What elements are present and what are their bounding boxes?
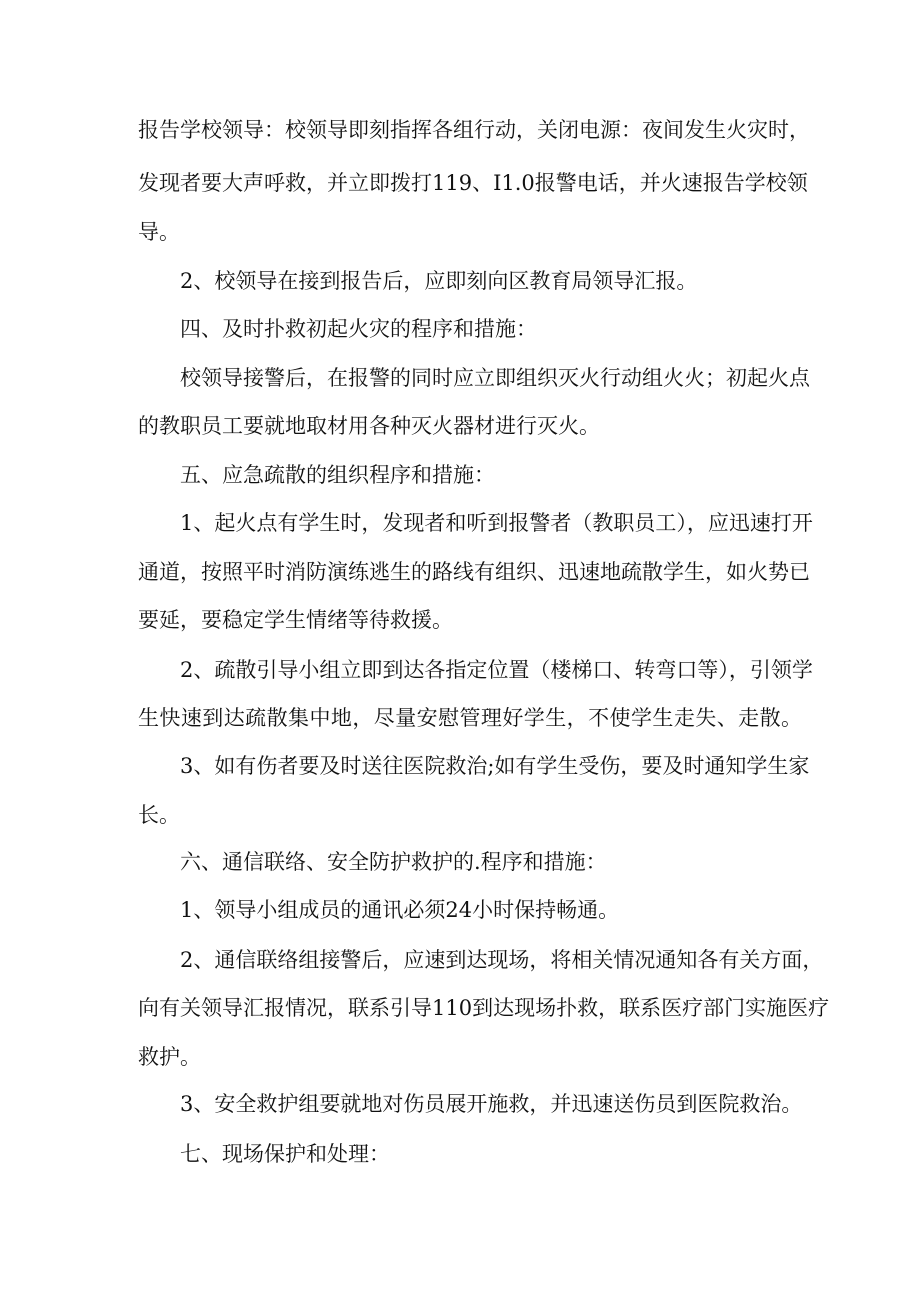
text-line: 长。 [138,803,180,827]
text-line: 2、校领导在接到报告后，应即刻向区教育局领导汇报。 [180,269,698,293]
text-line: 救护。 [138,1045,201,1069]
text-line: 2、通信联络组接警后，应速到达现场，将相关情况通知各有关方面， [180,948,824,972]
text-line: 五、应急疏散的组织程序和措施： [180,463,495,487]
text-line: 生快速到达疏散集中地，尽量安慰管理好学生，不使学生走失、走散。 [138,706,802,730]
text-line: 六、通信联络、安全防护救护的.程序和措施： [180,850,607,874]
text-line: 要延，要稳定学生情绪等待救援。 [138,608,453,632]
text-line: 向有关领导汇报情况，联系引导110到达现场扑救，联系医疗部门实施医疗 [138,996,830,1020]
text-line: 的教职员工要就地取材用各种灭火器材进行灭火。 [138,414,600,438]
text-line: 2、疏散引导小组立即到达各指定位置（楼梯口、转弯口等），引领学 [180,658,813,682]
text-line: 通道，按照平时消防演练逃生的路线有组织、迅速地疏散学生，如火势已 [138,560,810,584]
text-line: 校领导接警后，在报警的同时应立即组织灭火行动组火火；初起火点 [180,366,810,390]
text-line: 报告学校领导：校领导即刻指挥各组行动，关闭电源：夜间发生火灾时， [138,118,810,142]
text-line: 七、现场保护和处理： [180,1142,390,1166]
text-line: 1、领导小组成员的通讯必须24小时保持畅通。 [180,898,620,922]
text-line: 3、安全救护组要就地对伤员展开施救，并迅速送伤员到医院救治。 [180,1092,803,1116]
text-line: 3、如有伤者要及时送往医院救治;如有学生受伤，要及时通知学生家 [180,754,810,778]
text-line: 四、及时扑救初起火灾的程序和措施： [180,317,537,341]
text-line: 导。 [138,220,180,244]
text-line: 发现者要大声呼救，并立即拨打119、I1.0报警电话，并火速报告学校领 [138,171,808,195]
text-line: 1、起火点有学生时，发现者和听到报警者（教职员工），应迅速打开 [180,511,813,535]
